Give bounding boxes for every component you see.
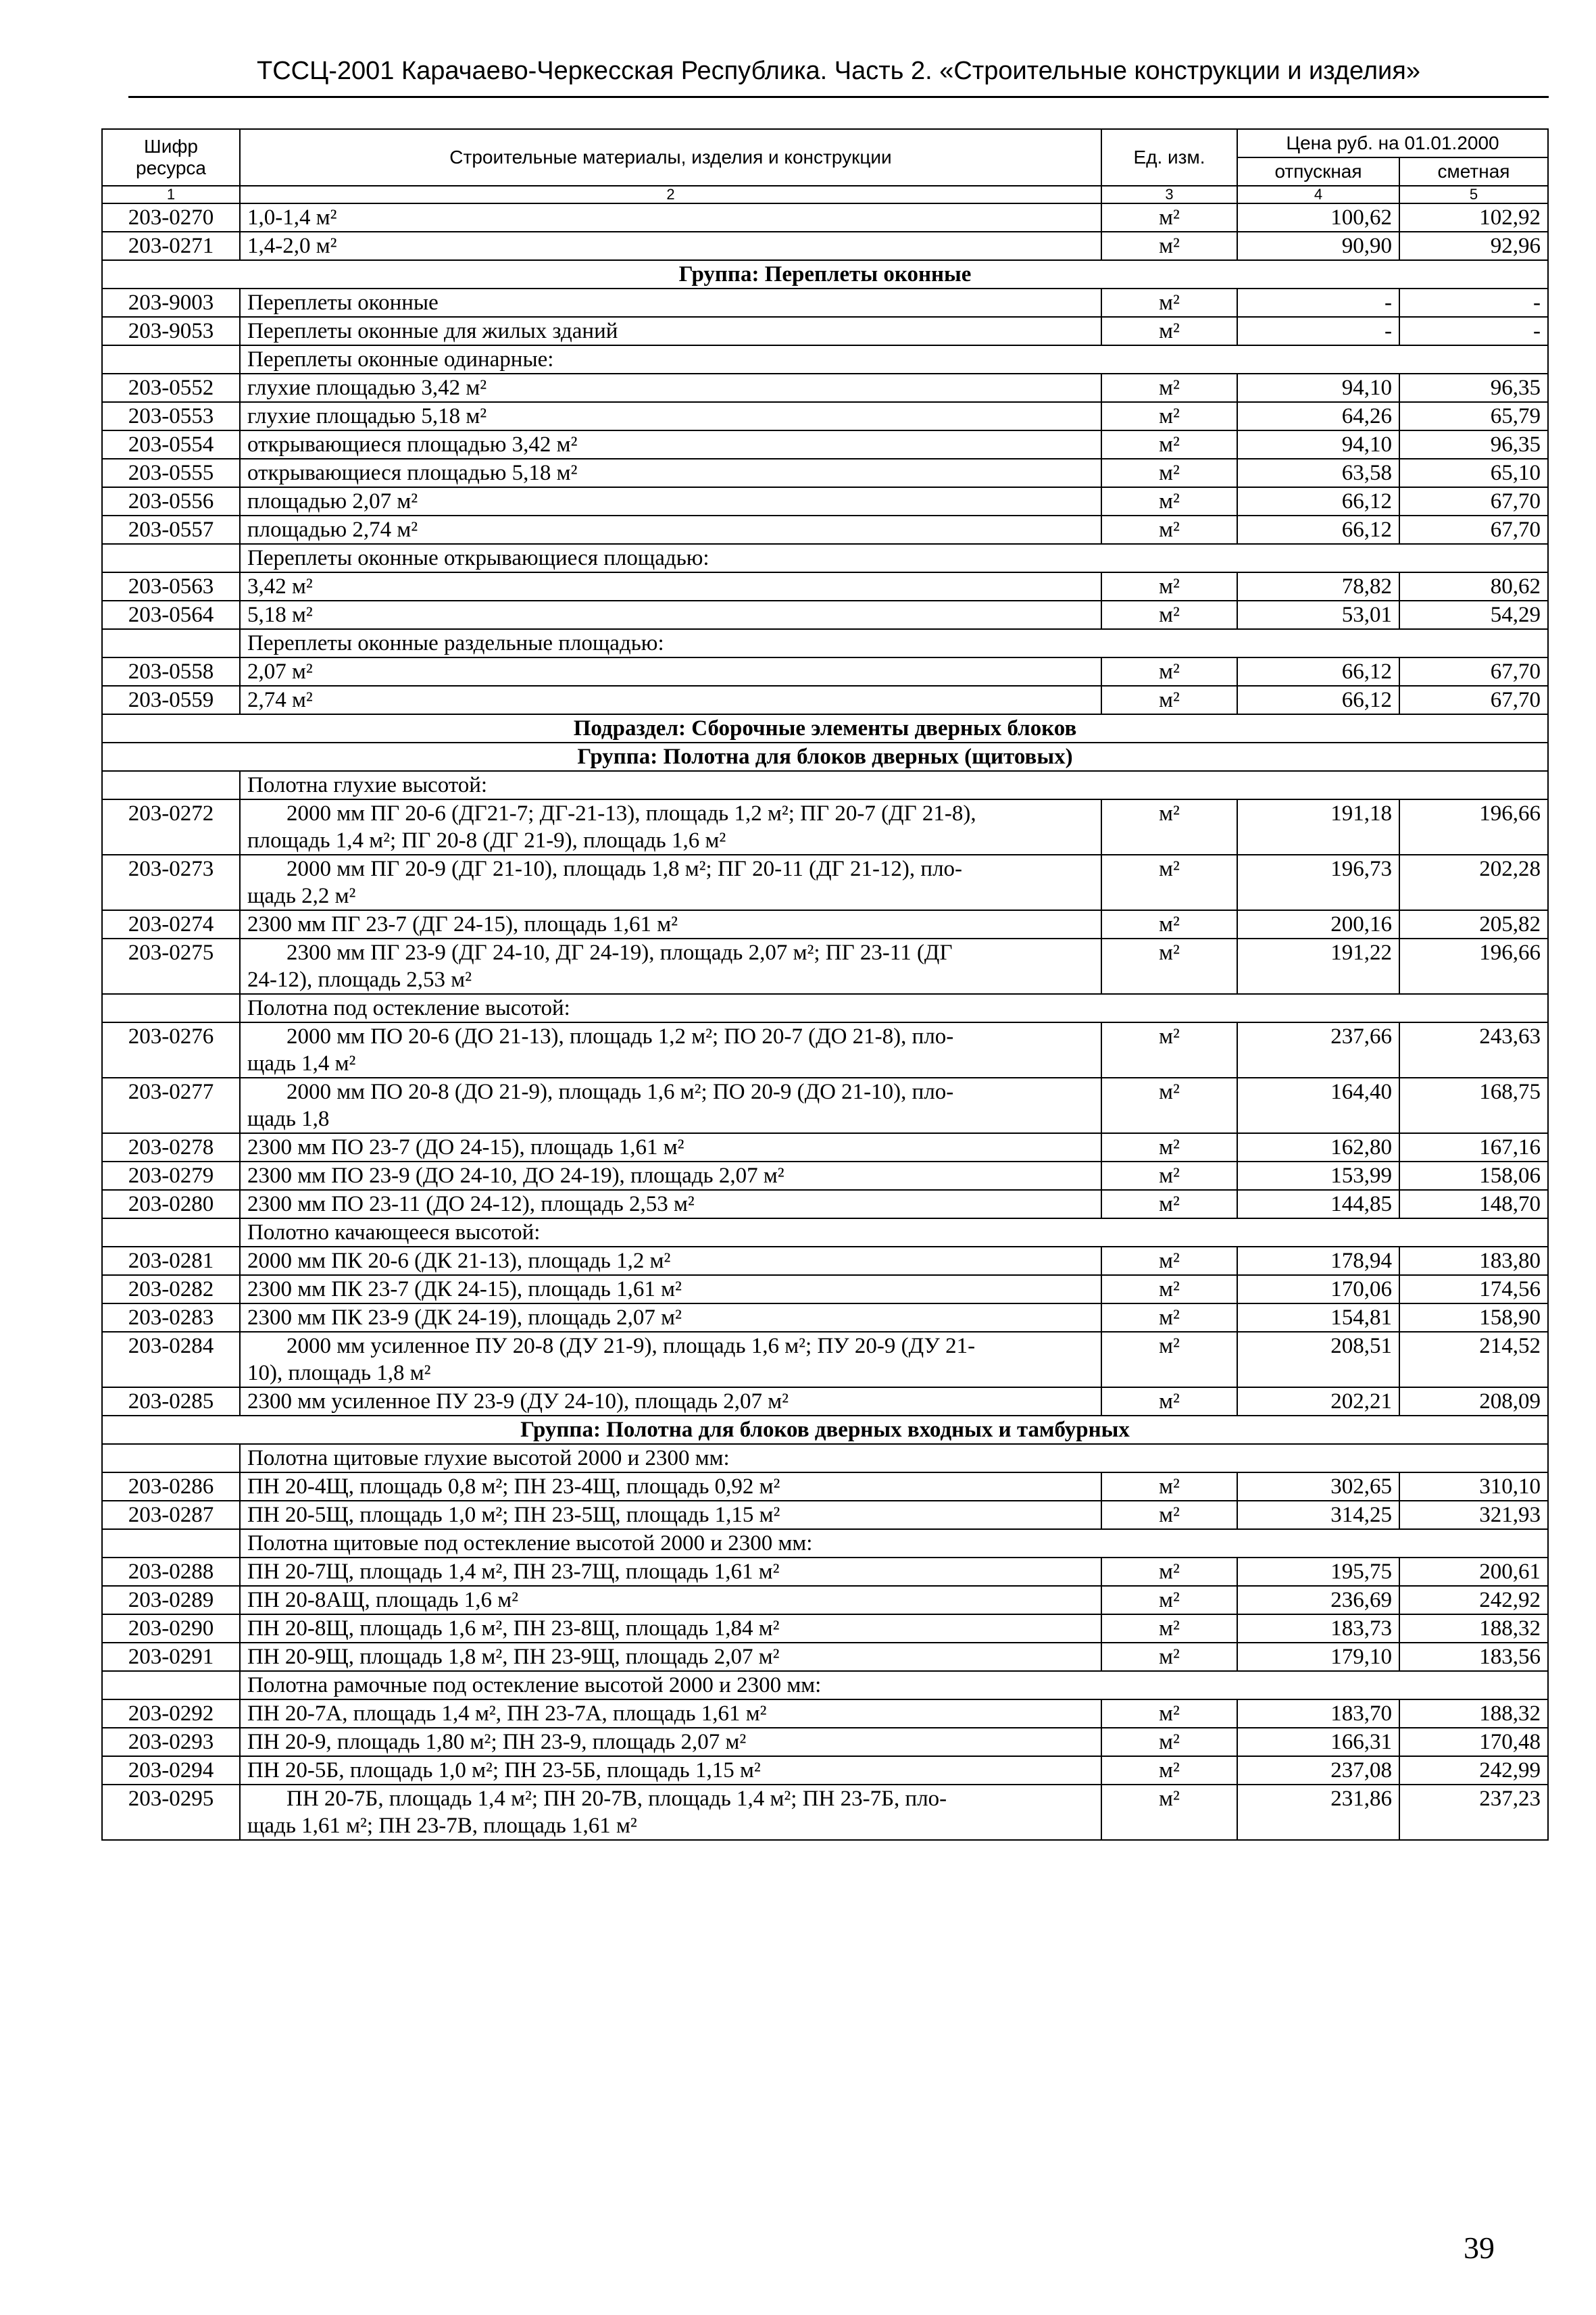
unit-cell: м² bbox=[1101, 799, 1237, 855]
table-row bbox=[102, 657, 1548, 686]
resource-code: 203-0281 bbox=[102, 1247, 240, 1275]
estimate-price: 196,66 bbox=[1399, 939, 1548, 994]
estimate-price: 67,70 bbox=[1399, 686, 1548, 714]
estimate-price: 67,70 bbox=[1399, 657, 1548, 686]
unit-cell: м² bbox=[1101, 459, 1237, 487]
table-row bbox=[102, 910, 1548, 939]
item-name: 2300 мм усиленное ПУ 23-9 (ДУ 24-10), площадь 2,07 м² bbox=[240, 1387, 1101, 1416]
resource-code: 203-0552 bbox=[102, 374, 240, 402]
release-price: 164,40 bbox=[1237, 1078, 1399, 1133]
table-row bbox=[102, 799, 1548, 855]
resource-code: 203-0563 bbox=[102, 572, 240, 601]
unit-cell: м² bbox=[1101, 1472, 1237, 1501]
unit-cell: м² bbox=[1101, 657, 1237, 686]
estimate-price: 65,79 bbox=[1399, 402, 1548, 430]
item-name: 2300 мм ПО 23-11 (ДО 24-12), площадь 2,53 м² bbox=[240, 1190, 1101, 1218]
estimate-price: 92,96 bbox=[1399, 232, 1548, 260]
estimate-price: 196,66 bbox=[1399, 799, 1548, 855]
resource-code: 203-0291 bbox=[102, 1643, 240, 1671]
item-name: 1,4-2,0 м² bbox=[240, 232, 1101, 260]
item-name: ПН 20-7Щ, площадь 1,4 м², ПН 23-7Щ, площадь 1,61 м² bbox=[240, 1558, 1101, 1586]
estimate-price: - bbox=[1399, 289, 1548, 317]
resource-code: 203-0554 bbox=[102, 430, 240, 459]
release-price: 66,12 bbox=[1237, 487, 1399, 516]
release-price: 53,01 bbox=[1237, 601, 1399, 629]
resource-code: 203-0271 bbox=[102, 232, 240, 260]
release-price: 66,12 bbox=[1237, 686, 1399, 714]
empty-cell bbox=[102, 1444, 240, 1472]
release-price: 202,21 bbox=[1237, 1387, 1399, 1416]
resource-code: 203-0295 bbox=[102, 1785, 240, 1840]
resource-code: 203-0282 bbox=[102, 1275, 240, 1303]
unit-cell: м² bbox=[1101, 1303, 1237, 1332]
table-row bbox=[102, 1190, 1548, 1218]
resource-code: 203-0278 bbox=[102, 1133, 240, 1162]
empty-cell bbox=[102, 771, 240, 799]
resource-code: 203-0275 bbox=[102, 939, 240, 994]
resource-code: 203-0555 bbox=[102, 459, 240, 487]
unit-cell: м² bbox=[1101, 1558, 1237, 1586]
release-price: 66,12 bbox=[1237, 516, 1399, 544]
estimate-price: 214,52 bbox=[1399, 1332, 1548, 1387]
estimate-price: 208,09 bbox=[1399, 1387, 1548, 1416]
unit-cell: м² bbox=[1101, 402, 1237, 430]
resource-code: 203-0286 bbox=[102, 1472, 240, 1501]
item-name bbox=[240, 1022, 1101, 1078]
subheading: Полотна под остекление высотой: bbox=[240, 994, 1548, 1022]
item-name: площадью 2,74 м² bbox=[240, 516, 1101, 544]
resource-code: 203-0558 bbox=[102, 657, 240, 686]
column-numbers-row bbox=[102, 186, 1548, 203]
unit-cell: м² bbox=[1101, 430, 1237, 459]
item-name: 2,74 м² bbox=[240, 686, 1101, 714]
resource-code: 203-0294 bbox=[102, 1756, 240, 1785]
unit-cell: м² bbox=[1101, 1133, 1237, 1162]
item-name: 2300 мм ПК 23-7 (ДК 24-15), площадь 1,61 м² bbox=[240, 1275, 1101, 1303]
section-title: Подраздел: Сборочные элементы дверных блоков bbox=[102, 714, 1548, 743]
release-price: 200,16 bbox=[1237, 910, 1399, 939]
table-row bbox=[102, 289, 1548, 317]
header-row-top bbox=[102, 129, 1548, 157]
resource-code: 203-9053 bbox=[102, 317, 240, 345]
group-title: Группа: Полотна для блоков дверных (щитовых) bbox=[102, 743, 1548, 771]
item-name: ПН 20-8Щ, площадь 1,6 м², ПН 23-8Щ, площадь 1,84 м² bbox=[240, 1614, 1101, 1643]
empty-cell bbox=[102, 544, 240, 572]
table-row bbox=[102, 1614, 1548, 1643]
item-name-line: 2000 мм ПО 20-6 (ДО 21-13), площадь 1,2 м²; ПО 20-7 (ДО 21-8), пло- bbox=[286, 1024, 954, 1049]
item-name: 2300 мм ПО 23-9 (ДО 24-10, ДО 24-19), площадь 2,07 м² bbox=[240, 1162, 1101, 1190]
resource-code: 203-0273 bbox=[102, 855, 240, 910]
item-name: 2300 мм ПГ 23-7 (ДГ 24-15), площадь 1,61 м² bbox=[240, 910, 1101, 939]
unit-cell: м² bbox=[1101, 1022, 1237, 1078]
group-row bbox=[102, 1416, 1548, 1444]
resource-code: 203-0556 bbox=[102, 487, 240, 516]
item-name: 1,0-1,4 м² bbox=[240, 203, 1101, 232]
table-row bbox=[102, 232, 1548, 260]
release-price: 64,26 bbox=[1237, 402, 1399, 430]
release-price: 179,10 bbox=[1237, 1643, 1399, 1671]
col-number: 2 bbox=[240, 186, 1101, 203]
unit-cell: м² bbox=[1101, 1078, 1237, 1133]
table-row bbox=[102, 1275, 1548, 1303]
estimate-price: 54,29 bbox=[1399, 601, 1548, 629]
subheading: Полотно качающееся высотой: bbox=[240, 1218, 1548, 1247]
release-price: 183,70 bbox=[1237, 1699, 1399, 1728]
resource-code: 203-0293 bbox=[102, 1728, 240, 1756]
unit-cell: м² bbox=[1101, 1699, 1237, 1728]
table-row bbox=[102, 601, 1548, 629]
table-row bbox=[102, 1699, 1548, 1728]
unit-cell: м² bbox=[1101, 516, 1237, 544]
unit-cell: м² bbox=[1101, 1190, 1237, 1218]
item-name: ПН 20-7А, площадь 1,4 м², ПН 23-7А, площадь 1,61 м² bbox=[240, 1699, 1101, 1728]
resource-code: 203-0274 bbox=[102, 910, 240, 939]
resource-code: 203-9003 bbox=[102, 289, 240, 317]
item-name: ПН 20-5Б, площадь 1,0 м²; ПН 23-5Б, площадь 1,15 м² bbox=[240, 1756, 1101, 1785]
col-header-name: Строительные материалы, изделия и конструкции bbox=[240, 129, 1101, 186]
price-table bbox=[101, 128, 1549, 1841]
item-name bbox=[240, 1785, 1101, 1840]
unit-cell: м² bbox=[1101, 1785, 1237, 1840]
estimate-price: 167,16 bbox=[1399, 1133, 1548, 1162]
estimate-price: 65,10 bbox=[1399, 459, 1548, 487]
subheading: Переплеты оконные одинарные: bbox=[240, 345, 1548, 374]
item-name-line: площадь 1,4 м²; ПГ 20-8 (ДГ 21-9), площадь 1,6 м² bbox=[247, 828, 726, 853]
release-price: - bbox=[1237, 289, 1399, 317]
release-price: 178,94 bbox=[1237, 1247, 1399, 1275]
release-price: 154,81 bbox=[1237, 1303, 1399, 1332]
item-name-line: 2300 мм ПГ 23-9 (ДГ 24-10, ДГ 24-19), площадь 2,07 м²; ПГ 23-11 (ДГ bbox=[286, 941, 953, 965]
resource-code: 203-0559 bbox=[102, 686, 240, 714]
release-price: 208,51 bbox=[1237, 1332, 1399, 1387]
release-price: 166,31 bbox=[1237, 1728, 1399, 1756]
estimate-price: 205,82 bbox=[1399, 910, 1548, 939]
release-price: 237,66 bbox=[1237, 1022, 1399, 1078]
resource-code: 203-0289 bbox=[102, 1586, 240, 1614]
resource-code: 203-0553 bbox=[102, 402, 240, 430]
group-title: Группа: Полотна для блоков дверных входных и тамбурных bbox=[102, 1416, 1548, 1444]
col-header-estimate: сметная bbox=[1399, 157, 1548, 186]
resource-code: 203-0287 bbox=[102, 1501, 240, 1529]
item-name bbox=[240, 939, 1101, 994]
release-price: 236,69 bbox=[1237, 1586, 1399, 1614]
page-number: 39 bbox=[1464, 2231, 1495, 2265]
empty-cell bbox=[102, 345, 240, 374]
estimate-price: 170,48 bbox=[1399, 1728, 1548, 1756]
estimate-price: 67,70 bbox=[1399, 487, 1548, 516]
estimate-price: 242,99 bbox=[1399, 1756, 1548, 1785]
item-name: Переплеты оконные для жилых зданий bbox=[240, 317, 1101, 345]
empty-cell bbox=[102, 1671, 240, 1699]
estimate-price: 188,32 bbox=[1399, 1614, 1548, 1643]
item-name: 2000 мм ПК 20-6 (ДК 21-13), площадь 1,2 м² bbox=[240, 1247, 1101, 1275]
subheading-row bbox=[102, 994, 1548, 1022]
unit-cell: м² bbox=[1101, 1756, 1237, 1785]
running-header: ТССЦ-2001 Карачаево-Черкесская Республика. Часть 2. «Строительные конструкции и изделия» bbox=[257, 57, 1420, 85]
item-name: Переплеты оконные bbox=[240, 289, 1101, 317]
table-row bbox=[102, 1247, 1548, 1275]
release-price: 90,90 bbox=[1237, 232, 1399, 260]
item-name-line: 10), площадь 1,8 м² bbox=[247, 1361, 431, 1385]
subheading-row bbox=[102, 771, 1548, 799]
item-name: глухие площадью 5,18 м² bbox=[240, 402, 1101, 430]
resource-code: 203-0292 bbox=[102, 1699, 240, 1728]
item-name bbox=[240, 1078, 1101, 1133]
table-row bbox=[102, 1162, 1548, 1190]
release-price: 170,06 bbox=[1237, 1275, 1399, 1303]
unit-cell: м² bbox=[1101, 1643, 1237, 1671]
table-row bbox=[102, 1586, 1548, 1614]
estimate-price: 168,75 bbox=[1399, 1078, 1548, 1133]
col-header-release: отпускная bbox=[1237, 157, 1399, 186]
table-row bbox=[102, 1133, 1548, 1162]
table-row bbox=[102, 516, 1548, 544]
release-price: 191,18 bbox=[1237, 799, 1399, 855]
unit-cell: м² bbox=[1101, 1332, 1237, 1387]
unit-cell: м² bbox=[1101, 910, 1237, 939]
unit-cell: м² bbox=[1101, 939, 1237, 994]
table-row bbox=[102, 430, 1548, 459]
table-row bbox=[102, 1558, 1548, 1586]
release-price: 63,58 bbox=[1237, 459, 1399, 487]
unit-cell: м² bbox=[1101, 1387, 1237, 1416]
release-price: 94,10 bbox=[1237, 374, 1399, 402]
table-body bbox=[102, 203, 1548, 1840]
section-row bbox=[102, 714, 1548, 743]
item-name bbox=[240, 799, 1101, 855]
item-name: 2,07 м² bbox=[240, 657, 1101, 686]
unit-cell: м² bbox=[1101, 232, 1237, 260]
item-name: ПН 20-4Щ, площадь 0,8 м²; ПН 23-4Щ, площадь 0,92 м² bbox=[240, 1472, 1101, 1501]
table-row bbox=[102, 1472, 1548, 1501]
unit-cell: м² bbox=[1101, 1501, 1237, 1529]
subheading-row bbox=[102, 1444, 1548, 1472]
estimate-price: 80,62 bbox=[1399, 572, 1548, 601]
table-row bbox=[102, 1785, 1548, 1840]
item-name: ПН 20-8АЩ, площадь 1,6 м² bbox=[240, 1586, 1101, 1614]
estimate-price: 158,90 bbox=[1399, 1303, 1548, 1332]
resource-code: 203-0290 bbox=[102, 1614, 240, 1643]
subheading-row bbox=[102, 544, 1548, 572]
table-row bbox=[102, 1078, 1548, 1133]
group-title: Группа: Переплеты оконные bbox=[102, 260, 1548, 289]
empty-cell bbox=[102, 1218, 240, 1247]
unit-cell: м² bbox=[1101, 1614, 1237, 1643]
item-name-line: 2000 мм ПГ 20-6 (ДГ21-7; ДГ-21-13), площадь 1,2 м²; ПГ 20-7 (ДГ 21-8), bbox=[286, 801, 976, 826]
unit-cell: м² bbox=[1101, 601, 1237, 629]
item-name: ПН 20-5Щ, площадь 1,0 м²; ПН 23-5Щ, площадь 1,15 м² bbox=[240, 1501, 1101, 1529]
header-rule bbox=[128, 96, 1549, 98]
release-price: 191,22 bbox=[1237, 939, 1399, 994]
subheading: Полотна рамочные под остекление высотой 2000 и 2300 мм: bbox=[240, 1671, 1548, 1699]
estimate-price: 310,10 bbox=[1399, 1472, 1548, 1501]
estimate-price: 67,70 bbox=[1399, 516, 1548, 544]
estimate-price: 321,93 bbox=[1399, 1501, 1548, 1529]
estimate-price: 183,80 bbox=[1399, 1247, 1548, 1275]
item-name: глухие площадью 3,42 м² bbox=[240, 374, 1101, 402]
release-price: 162,80 bbox=[1237, 1133, 1399, 1162]
resource-code: 203-0285 bbox=[102, 1387, 240, 1416]
col-header-unit: Ед. изм. bbox=[1101, 129, 1237, 186]
unit-cell: м² bbox=[1101, 374, 1237, 402]
subheading-row bbox=[102, 345, 1548, 374]
resource-code: 203-0557 bbox=[102, 516, 240, 544]
unit-cell: м² bbox=[1101, 855, 1237, 910]
table-row bbox=[102, 459, 1548, 487]
release-price: 153,99 bbox=[1237, 1162, 1399, 1190]
item-name bbox=[240, 1332, 1101, 1387]
resource-code: 203-0272 bbox=[102, 799, 240, 855]
estimate-price: - bbox=[1399, 317, 1548, 345]
table-row bbox=[102, 572, 1548, 601]
subheading: Переплеты оконные раздельные площадью: bbox=[240, 629, 1548, 657]
estimate-price: 202,28 bbox=[1399, 855, 1548, 910]
subheading: Переплеты оконные открывающиеся площадью: bbox=[240, 544, 1548, 572]
release-price: 314,25 bbox=[1237, 1501, 1399, 1529]
resource-code: 203-0276 bbox=[102, 1022, 240, 1078]
table-row bbox=[102, 402, 1548, 430]
resource-code: 203-0283 bbox=[102, 1303, 240, 1332]
release-price: 196,73 bbox=[1237, 855, 1399, 910]
table-row bbox=[102, 203, 1548, 232]
unit-cell: м² bbox=[1101, 1247, 1237, 1275]
item-name bbox=[240, 855, 1101, 910]
estimate-price: 243,63 bbox=[1399, 1022, 1548, 1078]
unit-cell: м² bbox=[1101, 203, 1237, 232]
col-number: 4 bbox=[1237, 186, 1399, 203]
estimate-price: 148,70 bbox=[1399, 1190, 1548, 1218]
estimate-price: 237,23 bbox=[1399, 1785, 1548, 1840]
item-name: 3,42 м² bbox=[240, 572, 1101, 601]
unit-cell: м² bbox=[1101, 572, 1237, 601]
item-name-line: щадь 2,2 м² bbox=[247, 884, 356, 908]
estimate-price: 96,35 bbox=[1399, 430, 1548, 459]
table-row bbox=[102, 1643, 1548, 1671]
group-row bbox=[102, 260, 1548, 289]
estimate-price: 200,61 bbox=[1399, 1558, 1548, 1586]
item-name-line: 24-12), площадь 2,53 м² bbox=[247, 968, 472, 992]
resource-code: 203-0279 bbox=[102, 1162, 240, 1190]
subheading-row bbox=[102, 629, 1548, 657]
item-name-line: щадь 1,4 м² bbox=[247, 1051, 356, 1076]
unit-cell: м² bbox=[1101, 1275, 1237, 1303]
item-name: 2300 мм ПО 23-7 (ДО 24-15), площадь 1,61 м² bbox=[240, 1133, 1101, 1162]
col-number: 3 bbox=[1101, 186, 1237, 203]
empty-cell bbox=[102, 629, 240, 657]
estimate-price: 242,92 bbox=[1399, 1586, 1548, 1614]
release-price: 66,12 bbox=[1237, 657, 1399, 686]
subheading-row bbox=[102, 1529, 1548, 1558]
table-row bbox=[102, 1022, 1548, 1078]
item-name: ПН 20-9Щ, площадь 1,8 м², ПН 23-9Щ, площадь 2,07 м² bbox=[240, 1643, 1101, 1671]
table-row bbox=[102, 1501, 1548, 1529]
table-row bbox=[102, 317, 1548, 345]
col-number: 1 bbox=[102, 186, 240, 203]
table-row bbox=[102, 1387, 1548, 1416]
item-name: ПН 20-9, площадь 1,80 м²; ПН 23-9, площадь 2,07 м² bbox=[240, 1728, 1101, 1756]
item-name: 2300 мм ПК 23-9 (ДК 24-19), площадь 2,07 м² bbox=[240, 1303, 1101, 1332]
unit-cell: м² bbox=[1101, 1586, 1237, 1614]
item-name-line: щадь 1,61 м²; ПН 23-7В, площадь 1,61 м² bbox=[247, 1814, 637, 1838]
item-name-line: 2000 мм усиленное ПУ 20-8 (ДУ 21-9), площадь 1,6 м²; ПУ 20-9 (ДУ 21- bbox=[286, 1334, 976, 1358]
item-name: площадью 2,07 м² bbox=[240, 487, 1101, 516]
resource-code: 203-0270 bbox=[102, 203, 240, 232]
table-row bbox=[102, 1728, 1548, 1756]
subheading-row bbox=[102, 1671, 1548, 1699]
unit-cell: м² bbox=[1101, 1728, 1237, 1756]
release-price: 94,10 bbox=[1237, 430, 1399, 459]
subheading: Полотна щитовые глухие высотой 2000 и 2300 мм: bbox=[240, 1444, 1548, 1472]
release-price: 100,62 bbox=[1237, 203, 1399, 232]
unit-cell: м² bbox=[1101, 1162, 1237, 1190]
unit-cell: м² bbox=[1101, 317, 1237, 345]
item-name-line: щадь 1,8 bbox=[247, 1107, 330, 1131]
release-price: 144,85 bbox=[1237, 1190, 1399, 1218]
unit-cell: м² bbox=[1101, 686, 1237, 714]
release-price: 302,65 bbox=[1237, 1472, 1399, 1501]
item-name-line: 2000 мм ПО 20-8 (ДО 21-9), площадь 1,6 м²; ПО 20-9 (ДО 21-10), пло- bbox=[286, 1080, 954, 1104]
subheading: Полотна щитовые под остекление высотой 2000 и 2300 мм: bbox=[240, 1529, 1548, 1558]
release-price: 237,08 bbox=[1237, 1756, 1399, 1785]
estimate-price: 158,06 bbox=[1399, 1162, 1548, 1190]
table-row bbox=[102, 1332, 1548, 1387]
estimate-price: 96,35 bbox=[1399, 374, 1548, 402]
estimate-price: 183,56 bbox=[1399, 1643, 1548, 1671]
subheading: Полотна глухие высотой: bbox=[240, 771, 1548, 799]
resource-code: 203-0284 bbox=[102, 1332, 240, 1387]
table-row bbox=[102, 487, 1548, 516]
table-row bbox=[102, 855, 1548, 910]
table-row bbox=[102, 939, 1548, 994]
release-price: 231,86 bbox=[1237, 1785, 1399, 1840]
release-price: - bbox=[1237, 317, 1399, 345]
col-header-code: Шифр ресурса bbox=[102, 129, 240, 186]
resource-code: 203-0564 bbox=[102, 601, 240, 629]
empty-cell bbox=[102, 1529, 240, 1558]
item-name-line: 2000 мм ПГ 20-9 (ДГ 21-10), площадь 1,8 м²; ПГ 20-11 (ДГ 21-12), пло- bbox=[286, 857, 963, 881]
col-number: 5 bbox=[1399, 186, 1548, 203]
estimate-price: 174,56 bbox=[1399, 1275, 1548, 1303]
release-price: 183,73 bbox=[1237, 1614, 1399, 1643]
item-name: 5,18 м² bbox=[240, 601, 1101, 629]
item-name: открывающиеся площадью 5,18 м² bbox=[240, 459, 1101, 487]
table-row bbox=[102, 1756, 1548, 1785]
group-row bbox=[102, 743, 1548, 771]
unit-cell: м² bbox=[1101, 487, 1237, 516]
resource-code: 203-0280 bbox=[102, 1190, 240, 1218]
empty-cell bbox=[102, 994, 240, 1022]
estimate-price: 102,92 bbox=[1399, 203, 1548, 232]
resource-code: 203-0277 bbox=[102, 1078, 240, 1133]
estimate-price: 188,32 bbox=[1399, 1699, 1548, 1728]
release-price: 195,75 bbox=[1237, 1558, 1399, 1586]
table-row bbox=[102, 1303, 1548, 1332]
table-row bbox=[102, 686, 1548, 714]
table-row bbox=[102, 374, 1548, 402]
item-name-line: ПН 20-7Б, площадь 1,4 м²; ПН 20-7В, площадь 1,4 м²; ПН 23-7Б, пло- bbox=[286, 1787, 947, 1811]
release-price: 78,82 bbox=[1237, 572, 1399, 601]
col-header-price: Цена руб. на 01.01.2000 bbox=[1237, 129, 1548, 157]
subheading-row bbox=[102, 1218, 1548, 1247]
unit-cell: м² bbox=[1101, 289, 1237, 317]
resource-code: 203-0288 bbox=[102, 1558, 240, 1586]
item-name: открывающиеся площадью 3,42 м² bbox=[240, 430, 1101, 459]
